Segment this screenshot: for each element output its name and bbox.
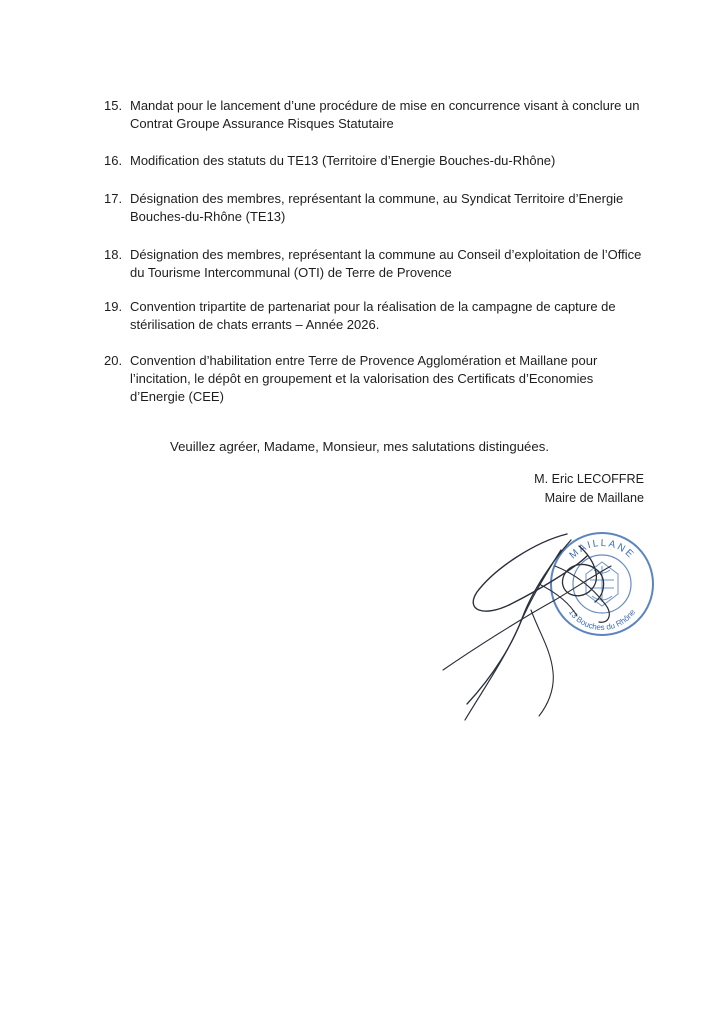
signatory-block [534, 470, 644, 508]
item-line: Désignation des membres, représentant la commune au Conseil d’exploitation de l’Office [130, 247, 642, 262]
item-line: Contrat Groupe Assurance Risques Statutaire [130, 116, 394, 131]
item-line: l’incitation, le dépôt en groupement et la valorisation des Certificats d’Economies [130, 371, 594, 386]
item-line: Convention d’habilitation entre Terre de Provence Agglomération et Maillane pour [130, 353, 598, 368]
item-number: 16. [104, 153, 123, 168]
item-line: stérilisation de chats errants – Année 2026. [130, 317, 380, 332]
item-line: Mandat pour le lancement d’une procédure de mise en concurrence visant à conclure un [130, 98, 640, 113]
item-text [130, 97, 686, 133]
item-line: d’Energie (CEE) [130, 389, 224, 404]
item-text [130, 152, 686, 170]
item-line: Désignation des membres, représentant la commune, au Syndicat Territoire d’Energie [130, 191, 624, 206]
item-text [130, 246, 686, 282]
stamp-bottom-text: 13 Bouches du Rhône [566, 607, 638, 633]
item-number: 15. [104, 98, 123, 113]
item-line: Convention tripartite de partenariat pour la réalisation de la campagne de capture de [130, 299, 616, 314]
stamp-top-text: MAILLANE [567, 537, 637, 562]
item-line: du Tourisme Intercommunal (OTI) de Terre de Provence [130, 265, 452, 280]
item-number: 19. [104, 299, 123, 314]
signatory-title: Maire de Maillane [544, 491, 644, 505]
item-number: 18. [104, 247, 123, 262]
item-number: 20. [104, 353, 123, 368]
signatory-name: M. Eric LECOFFRE [534, 472, 644, 486]
handwritten-signature [435, 520, 665, 730]
item-text [130, 352, 686, 406]
closing-salutation: Veuillez agréer, Madame, Monsieur, mes salutations distinguées. [170, 439, 549, 454]
item-number: 17. [104, 191, 123, 206]
item-text [130, 190, 686, 226]
item-line: Modification des statuts du TE13 (Territoire d’Energie Bouches-du-Rhône) [130, 153, 556, 168]
item-text [130, 298, 686, 334]
item-line: Bouches-du-Rhône (TE13) [130, 209, 286, 224]
